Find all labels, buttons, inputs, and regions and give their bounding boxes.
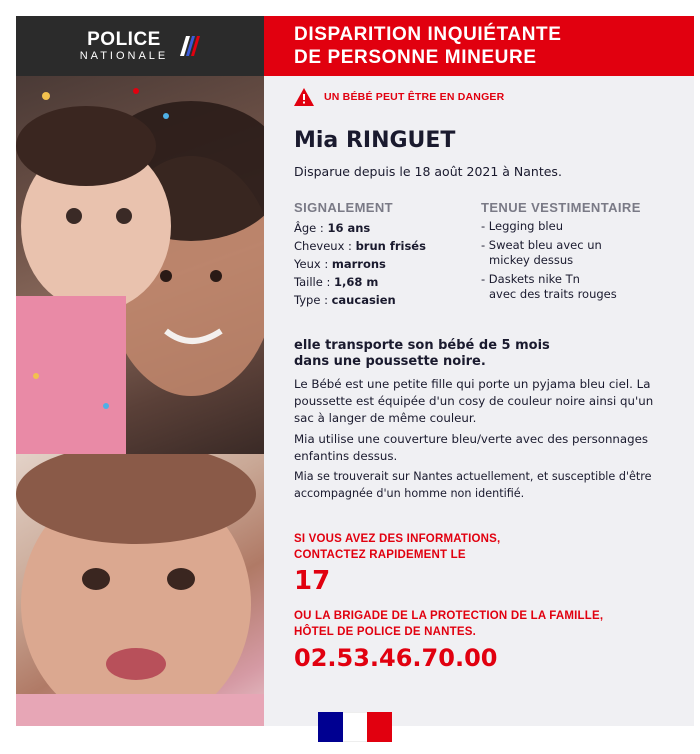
tenue-section: [481, 200, 691, 306]
tenue-item: - Legging bleu: [481, 219, 563, 233]
location-description: Mia se trouverait sur Nantes actuellement, et susceptible d'être accompagnée d'un homme non identifié.: [294, 470, 652, 500]
left-column: [16, 16, 264, 726]
signalement-age: Âge : 16 ans: [294, 221, 371, 235]
nationale-word: NATIONALE: [79, 50, 169, 62]
contact-line-2: CONTACTEZ RAPIDEMENT LE: [294, 549, 466, 561]
brigade-line-1: OU LA BRIGADE DE LA PROTECTION DE LA FAMILLE,: [294, 610, 604, 622]
blanket-description: Mia utilise une couverture bleu/verte avec des personnages enfantins dessus.: [294, 432, 649, 463]
disappearance-info: Disparue depuis le 18 août 2021 à Nantes.: [294, 164, 562, 179]
title-line-2: DE PERSONNE MINEURE: [294, 47, 537, 68]
right-column: [264, 16, 694, 726]
signalement-eyes: Yeux : marrons: [294, 257, 386, 271]
photo-mother-and-baby: [16, 76, 264, 454]
signalement-height: Taille : 1,68 m: [294, 275, 379, 289]
police-nationale-logo: [16, 16, 264, 76]
warning-triangle-icon: [294, 88, 314, 106]
signalement-heading: SIGNALEMENT: [294, 200, 394, 215]
brigade-line-2: HÔTEL DE POLICE DE NANTES.: [294, 626, 476, 638]
baby-description: Le Bébé est une petite fille qui porte un pyjama bleu ciel. La poussette est équipée d'un cosy de couleur noire ainsi qu'un sac à langer de même couleur.: [294, 377, 654, 425]
contact-line-1: SI VOUS AVEZ DES INFORMATIONS,: [294, 533, 501, 545]
emergency-number: 17: [294, 566, 331, 596]
signalement-section: [294, 200, 484, 309]
tenue-item: - Sweat bleu avec un mickey dessus: [481, 237, 602, 267]
alert-title: [264, 16, 694, 76]
marianne-logo: [318, 712, 392, 742]
tenue-heading: TENUE VESTIMENTAIRE: [481, 200, 641, 215]
photo-baby: [16, 454, 264, 726]
tenue-item: - Daskets nike Tn avec des traits rouges: [481, 271, 617, 301]
flag-stripes-icon: [176, 34, 200, 58]
contact-block: [294, 531, 684, 672]
phone-number: 02.53.46.70.00: [294, 644, 498, 672]
signalement-hair: Cheveux : brun frisés: [294, 239, 426, 253]
photo-baby-illustration: [16, 454, 264, 726]
signalement-type: Type : caucasien: [294, 293, 396, 307]
danger-text: UN BÉBÉ PEUT ÊTRE EN DANGER: [324, 91, 505, 103]
person-name: Mia RINGUET: [294, 128, 456, 153]
photo-mother-and-baby-illustration: [16, 76, 264, 454]
lead-text: elle transporte son bébé de 5 mois dans une poussette noire.: [294, 338, 550, 369]
danger-row: [294, 88, 504, 106]
title-line-1: DISPARITION INQUIÉTANTE: [294, 24, 562, 45]
description-block: [294, 338, 674, 506]
police-word: POLICE: [87, 29, 161, 50]
